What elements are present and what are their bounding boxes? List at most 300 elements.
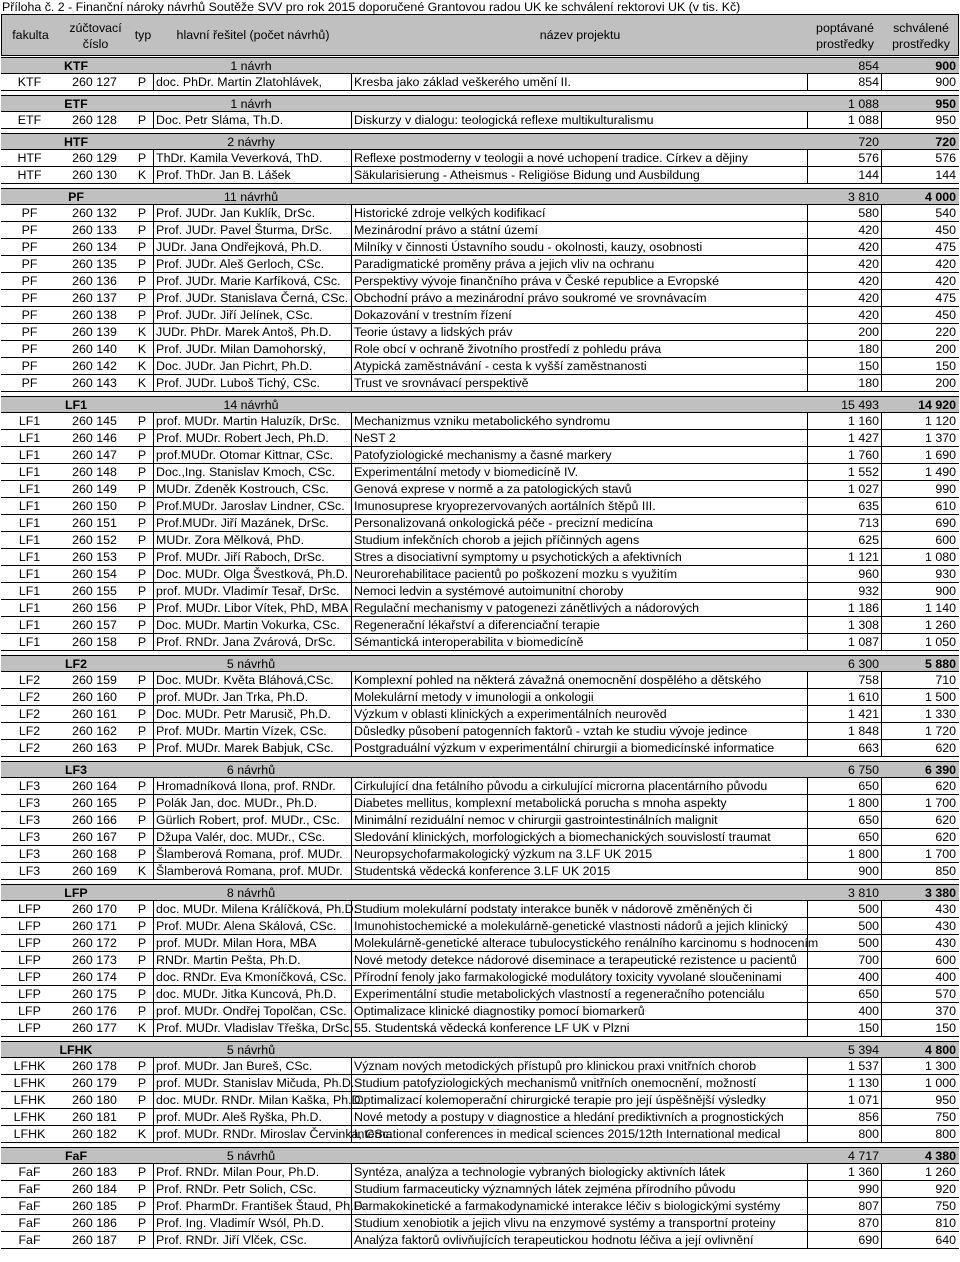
cell-cislo: 260 185 xyxy=(72,1199,117,1213)
faculty-code: LF3 xyxy=(64,763,88,777)
faculty-code: HTF xyxy=(63,135,89,149)
cell-poptavane: 663 xyxy=(807,740,881,756)
cell-poptavane: 800 xyxy=(807,1126,881,1142)
cell-cislo: 260 171 xyxy=(72,919,117,933)
table-row xyxy=(1,1058,959,1075)
cell-nazev: Nové metody detekce nádorové diseminace a terapeutické rezistence u pacientů xyxy=(351,952,807,968)
cell-cislo: 260 173 xyxy=(72,953,117,967)
table-row xyxy=(1,740,959,757)
cell-nazev: Optimalizací kolemoperační chirurgické terapie pro její úspěšnější výsledky xyxy=(351,1092,807,1108)
faculty-proposal-count: 11 návrhů xyxy=(223,190,279,204)
table-header xyxy=(1,14,959,56)
cell-resitel: Doc. MUDr. Martin Vokurka, CSc. xyxy=(153,617,351,633)
cell-nazev: Sledování klinických, morfologických a biomechanických souvislostí traumat xyxy=(351,829,807,845)
cell-typ: K xyxy=(137,359,147,373)
faculty-proposal-count: 2 návrhy xyxy=(227,135,275,149)
cell-typ: P xyxy=(137,1233,147,1247)
cell-poptavane: 500 xyxy=(807,901,881,917)
cell-nazev: Historické zdroje velkých kodifikací xyxy=(351,205,807,221)
cell-cislo: 260 146 xyxy=(72,431,117,445)
cell-cislo: 260 139 xyxy=(72,325,117,339)
cell-schvalene: 690 xyxy=(881,515,959,531)
cell-resitel: Prof. RNDr. Jana Zvárová, DrSc. xyxy=(153,634,351,650)
cell-poptavane: 700 xyxy=(807,952,881,968)
cell-poptavane: 713 xyxy=(807,515,881,531)
faculty-approved-total: 3 380 xyxy=(924,886,956,900)
cell-typ: P xyxy=(137,1182,147,1196)
cell-resitel: Prof. Ing. Vladimír Wsól, Ph.D. xyxy=(153,1215,351,1231)
table-row xyxy=(1,1232,959,1249)
cell-nazev: Studium patofyziologických mechanismů vnitřních onemocnění, možností xyxy=(351,1075,807,1091)
table-row xyxy=(1,74,959,91)
cell-cislo: 260 147 xyxy=(72,448,117,462)
cell-typ: P xyxy=(137,448,147,462)
cell-resitel: Prof. PharmDr. František Štaud, Ph.D. xyxy=(153,1198,351,1214)
table-row xyxy=(1,256,959,273)
cell-resitel: prof. MUDr. Vladimír Tesař, DrSc. xyxy=(153,583,351,599)
cell-fakulta: LF1 xyxy=(18,465,41,479)
faculty-summary-row xyxy=(1,57,959,74)
cell-resitel: prof. MUDr. Martin Haluzík, DrSc. xyxy=(153,413,351,429)
header-resitel: hlavní řešitel (počet návrhů) xyxy=(176,28,330,42)
cell-nazev: Dokazování v trestním řízení xyxy=(351,307,807,323)
cell-resitel: Prof. JUDr. Milan Damohorský, xyxy=(153,341,351,357)
cell-cislo: 260 134 xyxy=(72,240,117,254)
cell-schvalene: 1 050 xyxy=(881,634,959,650)
cell-cislo: 260 180 xyxy=(72,1093,117,1107)
cell-resitel: prof. MUDr. Jan Bureš, CSc. xyxy=(153,1058,351,1074)
cell-fakulta: ETF xyxy=(17,113,42,127)
faculty-proposal-count: 8 návrhů xyxy=(226,886,276,900)
faculty-code: FaF xyxy=(64,1149,88,1163)
table-row xyxy=(1,723,959,740)
faculty-summary-row xyxy=(1,188,959,205)
cell-poptavane: 1 130 xyxy=(807,1075,881,1091)
cell-poptavane: 420 xyxy=(807,290,881,306)
table-row xyxy=(1,273,959,290)
table-row xyxy=(1,863,959,880)
cell-cislo: 260 130 xyxy=(72,168,117,182)
cell-fakulta: LFHK xyxy=(13,1076,46,1090)
cell-poptavane: 580 xyxy=(807,205,881,221)
table-row xyxy=(1,1215,959,1232)
faculty-approved-total: 14 920 xyxy=(918,398,956,412)
cell-cislo: 260 135 xyxy=(72,257,117,271)
cell-typ: K xyxy=(137,864,147,878)
cell-resitel: Prof. RNDr. Milan Pour, Ph.D. xyxy=(153,1164,351,1180)
cell-cislo: 260 181 xyxy=(72,1110,117,1124)
cell-typ: P xyxy=(137,635,147,649)
table-row xyxy=(1,901,959,918)
cell-poptavane: 420 xyxy=(807,273,881,289)
table-row xyxy=(1,583,959,600)
cell-nazev: Stres a disociativní symptomy u psychotických a afektivních xyxy=(351,549,807,565)
cell-schvalene: 900 xyxy=(881,74,959,90)
cell-resitel: Prof. JUDr. Stanislava Černá, CSc. xyxy=(153,290,351,306)
cell-resitel: Prof. MUDr. Martin Vízek, CSc. xyxy=(153,723,351,739)
cell-typ: P xyxy=(137,567,147,581)
cell-schvalene: 1 490 xyxy=(881,464,959,480)
cell-nazev: Optimalizace klinické diagnostiky pomocí biomarkerů xyxy=(351,1003,807,1019)
cell-fakulta: LF1 xyxy=(18,516,41,530)
faculty-summary-row xyxy=(1,396,959,413)
cell-cislo: 260 163 xyxy=(72,741,117,755)
faculty-proposal-count: 6 návrhů xyxy=(226,763,276,777)
cell-nazev: Studentská vědecká konference 3.LF UK 2015 xyxy=(351,863,807,879)
cell-typ: P xyxy=(137,707,147,721)
header-typ: typ xyxy=(134,28,152,42)
table-row xyxy=(1,375,959,392)
cell-nazev: Paradigmatické proměny práva a jejich vliv na ochranu xyxy=(351,256,807,272)
cell-nazev: Genová exprese v normě a za patologických stavů xyxy=(351,481,807,497)
cell-resitel: Prof.MUDr. Jaroslav Lindner, CSc. xyxy=(153,498,351,514)
table-row xyxy=(1,1003,959,1020)
faculty-requested-total: 4 717 xyxy=(847,1149,879,1163)
cell-schvalene: 1 000 xyxy=(881,1075,959,1091)
table-row xyxy=(1,1164,959,1181)
table-row xyxy=(1,447,959,464)
cell-schvalene: 640 xyxy=(881,1232,959,1248)
cell-schvalene: 475 xyxy=(881,290,959,306)
cell-nazev: Molekulární metody v imunologii a onkologii xyxy=(351,689,807,705)
cell-cislo: 260 143 xyxy=(72,376,117,390)
cell-cislo: 260 182 xyxy=(72,1127,117,1141)
cell-resitel: Doc. Petr Sláma, Th.D. xyxy=(153,112,351,128)
cell-poptavane: 150 xyxy=(807,358,881,374)
cell-poptavane: 200 xyxy=(807,324,881,340)
cell-schvalene: 1 690 xyxy=(881,447,959,463)
cell-resitel: Prof. JUDr. Jan Kuklík, DrSc. xyxy=(153,205,351,221)
cell-resitel: ThDr. Kamila Veverková, ThD. xyxy=(153,150,351,166)
cell-cislo: 260 127 xyxy=(72,75,117,89)
cell-resitel: prof. MUDr. Jan Trka, Ph.D. xyxy=(153,689,351,705)
faculty-requested-total: 720 xyxy=(858,135,879,149)
faculty-proposal-count: 5 návrhů xyxy=(226,1149,276,1163)
cell-schvalene: 220 xyxy=(881,324,959,340)
cell-fakulta: PF xyxy=(21,206,38,220)
cell-cislo: 260 162 xyxy=(72,724,117,738)
cell-poptavane: 1 071 xyxy=(807,1092,881,1108)
cell-fakulta: LFP xyxy=(18,970,41,984)
cell-typ: P xyxy=(137,779,147,793)
cell-fakulta: LFP xyxy=(18,987,41,1001)
cell-nazev: Milníky v činnosti Ústavního soudu - okolnosti, kauzy, osobnosti xyxy=(351,239,807,255)
cell-nazev: Molekulárně-genetické alterace tubulocystického renálního karcinomu s hodnocením xyxy=(351,935,807,951)
cell-cislo: 260 154 xyxy=(72,567,117,581)
table-row xyxy=(1,150,959,167)
faculty-approved-total: 720 xyxy=(935,135,956,149)
cell-poptavane: 932 xyxy=(807,583,881,599)
cell-poptavane: 1 186 xyxy=(807,600,881,616)
cell-nazev: Role obcí v ochraně životního prostředí z pohledu práva xyxy=(351,341,807,357)
table-row xyxy=(1,498,959,515)
cell-schvalene: 600 xyxy=(881,532,959,548)
cell-fakulta: LFHK xyxy=(13,1110,46,1124)
cell-nazev: Diskurzy v dialogu: teologická reflexe multikulturalismu xyxy=(351,112,807,128)
cell-poptavane: 1 088 xyxy=(807,112,881,128)
cell-schvalene: 475 xyxy=(881,239,959,255)
cell-schvalene: 1 120 xyxy=(881,413,959,429)
cell-schvalene: 430 xyxy=(881,935,959,951)
faculty-approved-total: 6 390 xyxy=(924,763,956,777)
cell-schvalene: 610 xyxy=(881,498,959,514)
cell-typ: P xyxy=(137,257,147,271)
cell-poptavane: 650 xyxy=(807,986,881,1002)
faculty-code: LF1 xyxy=(64,398,88,412)
header-poptavane-2: prostředky xyxy=(816,37,874,51)
cell-schvalene: 150 xyxy=(881,358,959,374)
cell-cislo: 260 145 xyxy=(72,414,117,428)
cell-poptavane: 690 xyxy=(807,1232,881,1248)
cell-schvalene: 810 xyxy=(881,1215,959,1231)
faculty-summary-row xyxy=(1,133,959,150)
cell-poptavane: 990 xyxy=(807,1181,881,1197)
cell-schvalene: 1 300 xyxy=(881,1058,959,1074)
cell-typ: P xyxy=(137,902,147,916)
cell-schvalene: 1 700 xyxy=(881,846,959,862)
cell-poptavane: 856 xyxy=(807,1109,881,1125)
cell-nazev: Nemoci ledvin a systémové autoimunitní choroby xyxy=(351,583,807,599)
table-row xyxy=(1,689,959,706)
cell-nazev: Regulační mechanismy v patogenezi zánětlivých a nádorových xyxy=(351,600,807,616)
cell-cislo: 260 184 xyxy=(72,1182,117,1196)
cell-fakulta: LF1 xyxy=(18,635,41,649)
cell-schvalene: 1 140 xyxy=(881,600,959,616)
header-poptavane-1: poptávané xyxy=(816,21,874,35)
table-row xyxy=(1,1181,959,1198)
cell-schvalene: 450 xyxy=(881,222,959,238)
cell-nazev: Výzkum v oblasti klinických a experimentálních neurověd xyxy=(351,706,807,722)
table-row xyxy=(1,290,959,307)
cell-schvalene: 370 xyxy=(881,1003,959,1019)
cell-resitel: doc. MUDr. RNDr. Milan Kaška, Ph.D. xyxy=(153,1092,351,1108)
cell-fakulta: LF1 xyxy=(18,533,41,547)
table-row xyxy=(1,706,959,723)
cell-poptavane: 1 552 xyxy=(807,464,881,480)
cell-cislo: 260 165 xyxy=(72,796,117,810)
cell-typ: P xyxy=(137,223,147,237)
cell-poptavane: 420 xyxy=(807,256,881,272)
cell-resitel: Prof. RNDr. Jiří Vlček, CSc. xyxy=(153,1232,351,1248)
cell-resitel: prof. MUDr. RNDr. Miroslav Červinka, CSc. xyxy=(153,1126,351,1142)
cell-fakulta: LFP xyxy=(18,936,41,950)
cell-fakulta: FaF xyxy=(18,1199,41,1213)
cell-typ: P xyxy=(137,936,147,950)
faculty-requested-total: 1 088 xyxy=(847,97,879,111)
cell-nazev: Cirkulující dna fetálního původu a cirkulující micrornа placentárního původu xyxy=(351,778,807,794)
cell-schvalene: 430 xyxy=(881,918,959,934)
cell-fakulta: LF1 xyxy=(18,584,41,598)
cell-schvalene: 150 xyxy=(881,1020,959,1036)
cell-typ: P xyxy=(137,206,147,220)
cell-fakulta: LF3 xyxy=(18,796,41,810)
cell-cislo: 260 153 xyxy=(72,550,117,564)
cell-cislo: 260 170 xyxy=(72,902,117,916)
cell-nazev: Personalizovaná onkologická péče - precizní medicína xyxy=(351,515,807,531)
cell-resitel: Doc.,Ing. Stanislav Kmoch, CSc. xyxy=(153,464,351,480)
cell-schvalene: 750 xyxy=(881,1109,959,1125)
cell-poptavane: 1 121 xyxy=(807,549,881,565)
cell-typ: P xyxy=(137,1059,147,1073)
table-row xyxy=(1,167,959,184)
cell-typ: P xyxy=(137,813,147,827)
cell-resitel: Prof. MUDr. Vladislav Třeška, DrSc. xyxy=(153,1020,351,1036)
cell-cislo: 260 155 xyxy=(72,584,117,598)
header-cislo-2: číslo xyxy=(82,37,109,51)
cell-cislo: 260 167 xyxy=(72,830,117,844)
cell-fakulta: LF2 xyxy=(18,707,41,721)
header-nazev: název projektu xyxy=(539,28,621,42)
cell-fakulta: LF1 xyxy=(18,414,41,428)
cell-typ: P xyxy=(137,516,147,530)
cell-schvalene: 1 330 xyxy=(881,706,959,722)
cell-resitel: Polák Jan, doc. MUDr., Ph.D. xyxy=(153,795,351,811)
cell-poptavane: 1 360 xyxy=(807,1164,881,1180)
cell-poptavane: 420 xyxy=(807,307,881,323)
cell-typ: P xyxy=(137,308,147,322)
cell-resitel: Prof. JUDr. Marie Karfíková, CSc. xyxy=(153,273,351,289)
table-row xyxy=(1,969,959,986)
cell-typ: P xyxy=(137,618,147,632)
cell-cislo: 260 157 xyxy=(72,618,117,632)
faculty-requested-total: 6 750 xyxy=(847,763,879,777)
faculty-proposal-count: 5 návrhů xyxy=(226,1043,276,1057)
table-row xyxy=(1,1109,959,1126)
cell-resitel: Prof. JUDr. Jiří Jelínek, CSc. xyxy=(153,307,351,323)
cell-resitel: Prof. JUDr. Aleš Gerloch, CSc. xyxy=(153,256,351,272)
cell-typ: P xyxy=(137,987,147,1001)
cell-schvalene: 620 xyxy=(881,740,959,756)
cell-typ: P xyxy=(137,919,147,933)
table-row xyxy=(1,778,959,795)
faculty-code: PF xyxy=(68,190,84,204)
cell-resitel: MUDr. Zdeněk Kostrouch, CSc. xyxy=(153,481,351,497)
cell-nazev: Mechanizmus vzniku metabolického syndromu xyxy=(351,413,807,429)
table-row xyxy=(1,1075,959,1092)
cell-cislo: 260 149 xyxy=(72,482,117,496)
cell-poptavane: 400 xyxy=(807,969,881,985)
cell-resitel: Prof. MUDr. Robert Jech, Ph.D. xyxy=(153,430,351,446)
cell-poptavane: 1 160 xyxy=(807,413,881,429)
cell-poptavane: 400 xyxy=(807,1003,881,1019)
cell-nazev: Neurorehabilitace pacientů po poškození mozku s využitím xyxy=(351,566,807,582)
cell-cislo: 260 133 xyxy=(72,223,117,237)
cell-poptavane: 1 610 xyxy=(807,689,881,705)
header-fakulta: fakulta xyxy=(12,28,49,42)
faculty-approved-total: 5 880 xyxy=(924,657,956,671)
cell-nazev: Farmakokinetické a farmakodynamické interakce léčiv s biologickými systémy xyxy=(351,1198,807,1214)
table-row xyxy=(1,205,959,222)
table-row xyxy=(1,935,959,952)
cell-resitel: Prof. RNDr. Petr Solich, CSc. xyxy=(153,1181,351,1197)
cell-poptavane: 420 xyxy=(807,239,881,255)
cell-cislo: 260 156 xyxy=(72,601,117,615)
faculty-requested-total: 854 xyxy=(858,59,879,73)
cell-typ: K xyxy=(137,342,147,356)
cell-nazev: Atypická zaměstnávání - cesta k vyšší zaměstnanosti xyxy=(351,358,807,374)
cell-schvalene: 400 xyxy=(881,969,959,985)
cell-cislo: 260 158 xyxy=(72,635,117,649)
cell-typ: P xyxy=(137,431,147,445)
cell-fakulta: PF xyxy=(21,257,38,271)
cell-schvalene: 600 xyxy=(881,952,959,968)
cell-nazev: Význam nových metodických přístupů pro klinickou praxi vnitřních chorob xyxy=(351,1058,807,1074)
table-row xyxy=(1,481,959,498)
table-row xyxy=(1,1092,959,1109)
header-cislo-1: zúčtovací xyxy=(69,21,122,35)
cell-fakulta: LFP xyxy=(18,953,41,967)
cell-fakulta: PF xyxy=(21,359,38,373)
cell-fakulta: PF xyxy=(21,223,38,237)
cell-fakulta: FaF xyxy=(18,1165,41,1179)
cell-nazev: Komplexní pohled na některá závažná onemocnění dospělého a dětského xyxy=(351,672,807,688)
cell-resitel: Doc. MUDr. Květa Bláhová,CSc. xyxy=(153,672,351,688)
faculty-approved-total: 4 800 xyxy=(924,1043,956,1057)
cell-typ: K xyxy=(137,168,147,182)
cell-typ: P xyxy=(137,533,147,547)
cell-nazev: Kresba jako základ veškerého umění II. xyxy=(351,74,807,90)
cell-poptavane: 576 xyxy=(807,150,881,166)
cell-poptavane: 144 xyxy=(807,167,881,183)
faculty-summary-row xyxy=(1,1041,959,1058)
cell-typ: P xyxy=(137,482,147,496)
cell-resitel: Prof. JUDr. Luboš Tichý, CSc. xyxy=(153,375,351,391)
table-row xyxy=(1,307,959,324)
table-row xyxy=(1,672,959,689)
cell-cislo: 260 178 xyxy=(72,1059,117,1073)
cell-fakulta: LF2 xyxy=(18,741,41,755)
cell-fakulta: LF2 xyxy=(18,724,41,738)
cell-schvalene: 1 260 xyxy=(881,1164,959,1180)
cell-fakulta: LFHK xyxy=(13,1059,46,1073)
cell-cislo: 260 174 xyxy=(72,970,117,984)
cell-resitel: Prof. MUDr. Alena Skálová, CSc. xyxy=(153,918,351,934)
cell-schvalene: 930 xyxy=(881,566,959,582)
cell-resitel: Doc. JUDr. Jan Pichrt, Ph.D. xyxy=(153,358,351,374)
cell-typ: P xyxy=(137,1076,147,1090)
cell-schvalene: 1 700 xyxy=(881,795,959,811)
table-row xyxy=(1,430,959,447)
cell-schvalene: 144 xyxy=(881,167,959,183)
cell-fakulta: LF1 xyxy=(18,601,41,615)
cell-poptavane: 500 xyxy=(807,935,881,951)
page-title: Příloha č. 2 - Finanční nároky návrhů Soutěže SVV pro rok 2015 doporučené Grantovou radou UK ke schválení rektorovi UK (v tis. Kč) xyxy=(2,0,741,14)
cell-typ: P xyxy=(137,673,147,687)
table-row xyxy=(1,358,959,375)
cell-cislo: 260 168 xyxy=(72,847,117,861)
faculty-summary-row xyxy=(1,655,959,672)
cell-nazev: Studium xenobiotik a jejich vlivu na enzymové systémy a transportní proteiny xyxy=(351,1215,807,1231)
header-schvalene-1: schválené xyxy=(893,21,949,35)
cell-poptavane: 1 800 xyxy=(807,846,881,862)
cell-cislo: 260 136 xyxy=(72,274,117,288)
cell-nazev: Postgraduální výzkum v experimentální chirurgii a biomedicínské informatice xyxy=(351,740,807,756)
cell-poptavane: 758 xyxy=(807,672,881,688)
cell-poptavane: 650 xyxy=(807,778,881,794)
cell-nazev: Obchodní právo a mezinárodní právo soukromé ve srovnávacím xyxy=(351,290,807,306)
cell-typ: P xyxy=(137,1199,147,1213)
cell-nazev: Patofyziologické mechanismy a časné markery xyxy=(351,447,807,463)
cell-fakulta: LF1 xyxy=(18,482,41,496)
cell-poptavane: 150 xyxy=(807,1020,881,1036)
cell-schvalene: 430 xyxy=(881,901,959,917)
cell-fakulta: LF1 xyxy=(18,618,41,632)
cell-fakulta: PF xyxy=(21,342,38,356)
cell-resitel: doc. PhDr. Martin Zlatohlávek, xyxy=(153,74,351,90)
cell-cislo: 260 152 xyxy=(72,533,117,547)
cell-fakulta: LFP xyxy=(18,1004,41,1018)
cell-typ: P xyxy=(137,1165,147,1179)
